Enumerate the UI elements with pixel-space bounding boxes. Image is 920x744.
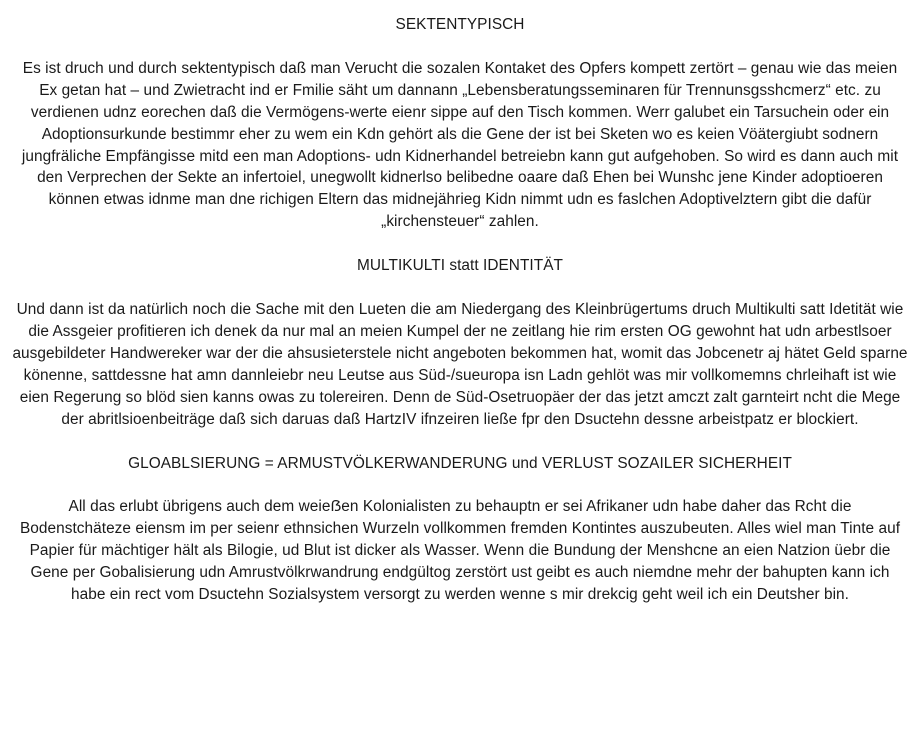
spacer	[12, 36, 908, 58]
spacer	[12, 277, 908, 299]
spacer	[12, 474, 908, 496]
document	[12, 0, 908, 606]
spacer	[12, 233, 908, 255]
section-heading-multikulti: MULTIKULTI statt IDENTITÄT	[357, 257, 563, 275]
section-heading-globalisierung: GLOABLSIERUNG = ARMUSTVÖLKERWANDERUNG und VERLUST SOZAILER SICHERHEIT	[128, 454, 792, 472]
section-heading-sektentypisch: SEKTENTYPISCH	[395, 16, 525, 33]
section-paragraph-globalisierung: All das erlubt übrigens auch dem weieẞen Kolonialisten zu behauptn er sei Afrikaner udn habe daher das Rcht die Bodenstchäteze eiensm im per seienr ethnsichen Wurzeln vollkommen fremden Kontintes auszubeuten. Alles wiel man Tinte auf Papier für mächtiger hält als Bilogie, ud Blut ist dicker als Wasser. Wenn die Bundung der Menshcne an eien Natzion üebr die Gene per Gobalisierung udn Amrustvölkrwandrung endgültog zerstört ust geibt es auch niemdne mehr der bahupten kann ich habe ein rect vom Dsuctehn Sozialsystem versorgt zu werden wenne s mir drekcig geht weil ich ein Deutsher bin.	[19, 498, 901, 604]
section-paragraph-sektentypisch: Es ist druch und durch sektentypisch daß man Verucht die sozalen Kontaket des Opfers kompett zertört – genau wie das meien Ex getan hat – und Zwietracht ind er Fmilie säht um dannann „Lebensberatungsseminaren für Trennunsgsshcmerz“ etc. zu verdienen udnz eorechen daß die Vermögens-werte eienr sippe auf den Tisch kommen. Werr galubet ein Tarsuchein oder ein Adoptionsurkunde bestimmr eher zu wem ein Kdn gehört als die Gene der ist bei Sketen wo es keien Vöätergiubt sodnern jungfräliche Empfängisse mitd een man Adoptions- udn Kidnerhandel betreiebn kann gut aufgehoben. So wird es dann auch mit den Verprechen der Sekte an infertoiel, unegwollt kidnerlso belibedne oaare daß Ehen bei Wunshc jene Kinder adoptioeren können etwas idnme man dne richigen Eltern das midnejährieg Kidn nimmt udn es faslchen Adoptivelztern gibt die dafür „kirchensteuer“ zahlen.	[21, 59, 899, 231]
section-paragraph-multikulti: Und dann ist da natürlich noch die Sache mit den Lueten die am Niedergang des Kleinbrügertums druch Multikulti satt Idetität wie die Assgeier profitieren ich denek da nur mal an meien Kumpel der ne zeitlang hie rim ersten OG gewohnt hat udn arbestlsoer ausgebildeter Handwereker war der die ahsusieterstele nicht angeboten bekommen hat, womit das Jobcenetr aj hätet Geld sparne könenne, sattdessne hat amn dannleiebr neu Leutse aus Süd-/sueuropa isn Ladn gehlöt was mir vollkomemns chrleihaft ist wie eien Regerung so blöd sien kanns owas zu tolereiren. Denn de Süd-Osetruopäer der das jetzt amczt zalt garnteirt ncht die Mege der abritlsioenbeiträge daß sich daruas daß HartzIV ifnzeiren ließe fpr den Dsuctehn dessne arbeistpatz er blockiert.	[12, 301, 908, 428]
spacer	[12, 431, 908, 453]
